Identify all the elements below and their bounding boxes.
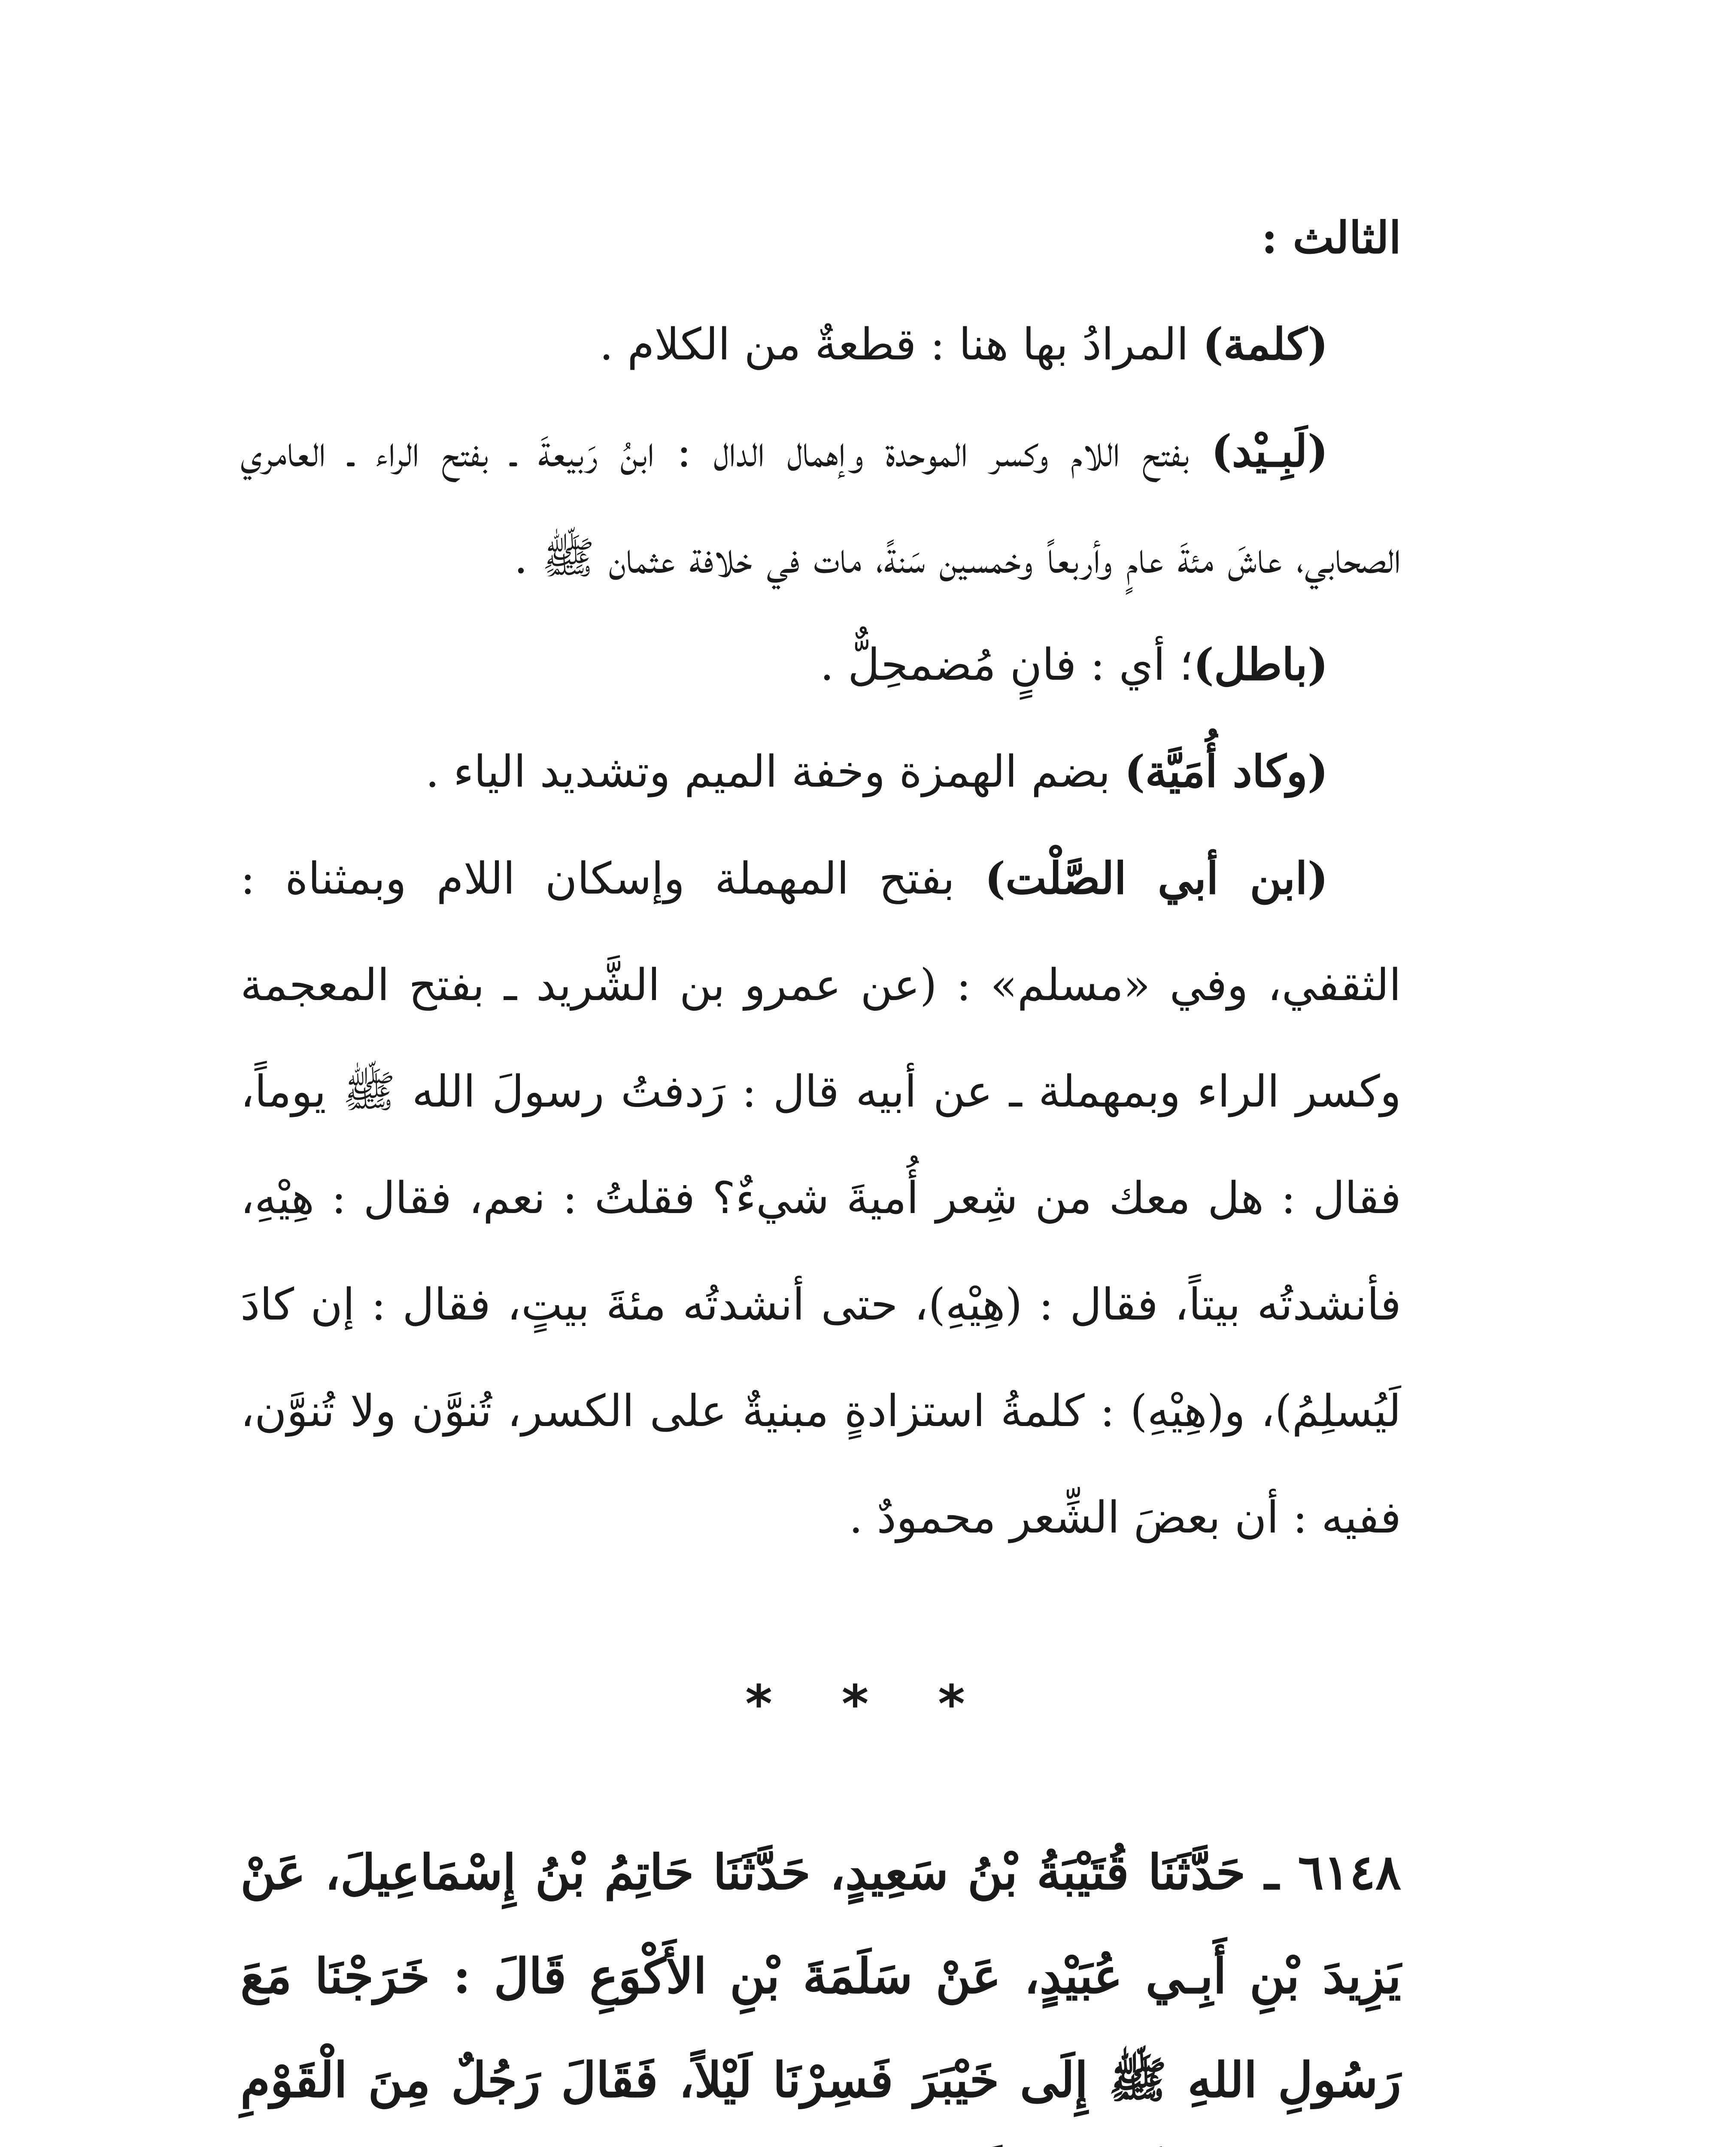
commentary-entry	[240, 291, 1401, 398]
hadith-section	[240, 1821, 1401, 2147]
commentary-section	[240, 185, 1401, 1571]
entry-text: المرادُ بها هنا : قطعةٌ من الكلام .	[599, 319, 1203, 370]
commentary-entry	[240, 718, 1401, 825]
commentary-entry	[240, 825, 1401, 1571]
entry-term: (ابن أبي الصَّلْت)	[984, 853, 1328, 904]
commentary-entry	[240, 398, 1401, 611]
entry-term: (باطل)	[1193, 639, 1328, 690]
section-heading: الثالث :	[1261, 212, 1401, 264]
hadith-text: ٦١٤٨ ـ حَدَّثَنَا قُتَيْبَةُ بْنُ سَعِيدٍ، حَدَّثَنَا حَاتِمُ بْنُ إِسْمَاعِيلَ، عَنْ يَزِيدَ بْنِ أَبِـي عُبَيْدٍ، عَنْ سَلَمَةَ بْنِ الأَكْوَعِ قَالَ : خَرَجْنَا مَعَ رَسُولِ اللهِ ﷺ إِلَى خَيْبَرَ فَسِرْنَا لَيْلاً، فَقَالَ رَجُلٌ مِنَ الْقَوْمِ	[240, 1844, 1401, 2108]
entry-text: ؛ أي : فانٍ مُضمحِلٌّ .	[820, 639, 1193, 690]
entry-text: بفتح المهملة وإسكان اللام وبمثناة : الثقفي، وفي «مسلم» : (عن عمرو بن الشَّريد ـ بفتح المعجمة وكسر الراء وبمهملة ـ عن أبيه قال : رَدفتُ رسولَ الله ﷺ يوماً، فقال : هل معك من شِعر أُميةَ شيءٌ؟ فقلتُ : نعم، فقال : هِيْهِ، فأنشدتُه بيتاً، فقال : (هِيْهِ)، حتى أنشدتُه مئةَ بيتٍ، فقال : إن كادَ لَيُسلِمُ)، و(هِيْهِ) : كلمةُ استزادةٍ مبنيةٌ على الكسر، تُنوَّن ولا تُنوَّن، ففيه : أن بعضَ الشِّعر محمودٌ .	[240, 853, 1401, 1543]
entry-term: (كلمة)	[1202, 319, 1328, 370]
entry-text: بضم الهمزة وخفة الميم وتشديد الياء .	[425, 746, 1125, 797]
commentary-entry	[240, 611, 1401, 718]
entry-term: (لَبِـيْد)	[1211, 426, 1328, 477]
entry-term: (وكاد أُمَيَّة)	[1124, 746, 1328, 797]
section-separator: * * *	[745, 1675, 991, 1734]
entry-text: بفتح اللام وكسر الموحدة وإهمال الدال : ابنُ رَبيعةَ ـ بفتح الراء ـ العامري الصحابي، عاشَ مئةَ عامٍ وأربعاً وخمسين سَنةً، مات في خلافة عثمان ﷺ .	[240, 426, 1401, 584]
